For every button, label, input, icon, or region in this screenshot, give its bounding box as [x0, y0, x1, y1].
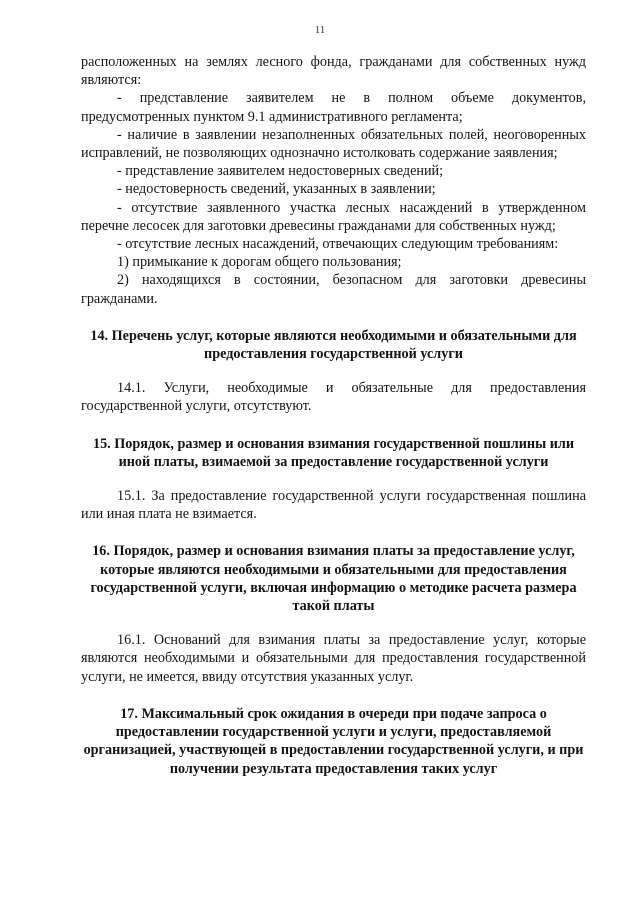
list-item-missing-plot: - отсутствие заявленного участка лесных насаждений в утвержденном перечне лесосек для заготовки древесины гражданами для собственных нужд; — [81, 199, 586, 234]
list-item-unfilled-fields: - наличие в заявлении незаполненных обязательных полей, неоговоренных исправлений, не позволяющих однозначно истолковать содержание заявления; — [81, 126, 586, 162]
section-14-text: 14.1. Услуги, необходимые и обязательные для предоставления государственной услуги, отсутствуют. — [81, 380, 586, 415]
section-16-heading: 16. Порядок, размер и основания взимания платы за предоставление услуг, которые являются необходимыми и обязательными для предоставления государственной услуги, включая информацию о методике расчета размера такой платы — [90, 543, 577, 615]
list-item-incomplete-documents: - представление заявителем не в полном объеме документов, предусмотренных пунктом 9.1 административного регламента; — [81, 90, 586, 125]
section-14-heading: 14. Перечень услуг, которые являются необходимыми и обязательными для предоставления государственной услуги — [90, 327, 577, 363]
document-body — [81, 53, 586, 778]
page-number: 11 — [314, 24, 326, 36]
section-17-heading: 17. Максимальный срок ожидания в очереди при подаче запроса о предоставлении государственной услуги и услуги, предоставляемой организацией, участвующей в предоставлении государственной услуги, и при получении результата предоставления таких услуг — [83, 705, 584, 777]
list-item-safe-condition: 2) находящихся в состоянии, безопасном для заготовки древесины гражданами. — [81, 272, 586, 307]
list-item-road-adjacency: 1) примыкание к дорогам общего пользования; — [117, 254, 402, 271]
list-item-false-information: - представление заявителем недостоверных сведений; — [117, 163, 444, 180]
list-item-missing-plantings: - отсутствие лесных насаждений, отвечающих следующим требованиям: — [117, 236, 559, 253]
list-item-inaccurate-information: - недостоверность сведений, указанных в заявлении; — [117, 181, 436, 198]
section-16-text: 16.1. Оснований для взимания платы за предоставление услуг, которые являются необходимыми и обязательными для предоставления государственной услуги, не имеется, ввиду отсутствия указанных услуг. — [81, 632, 586, 685]
section-15-heading: 15. Порядок, размер и основания взимания государственной пошлины или иной платы, взимаемой за предоставление государственной услуги — [92, 435, 575, 470]
paragraph-intro: расположенных на землях лесного фонда, гражданами для собственных нужд являются: — [81, 54, 586, 89]
section-15-text: 15.1. За предоставление государственной услуги государственная пошлина или иная плата не взимается. — [81, 488, 586, 523]
